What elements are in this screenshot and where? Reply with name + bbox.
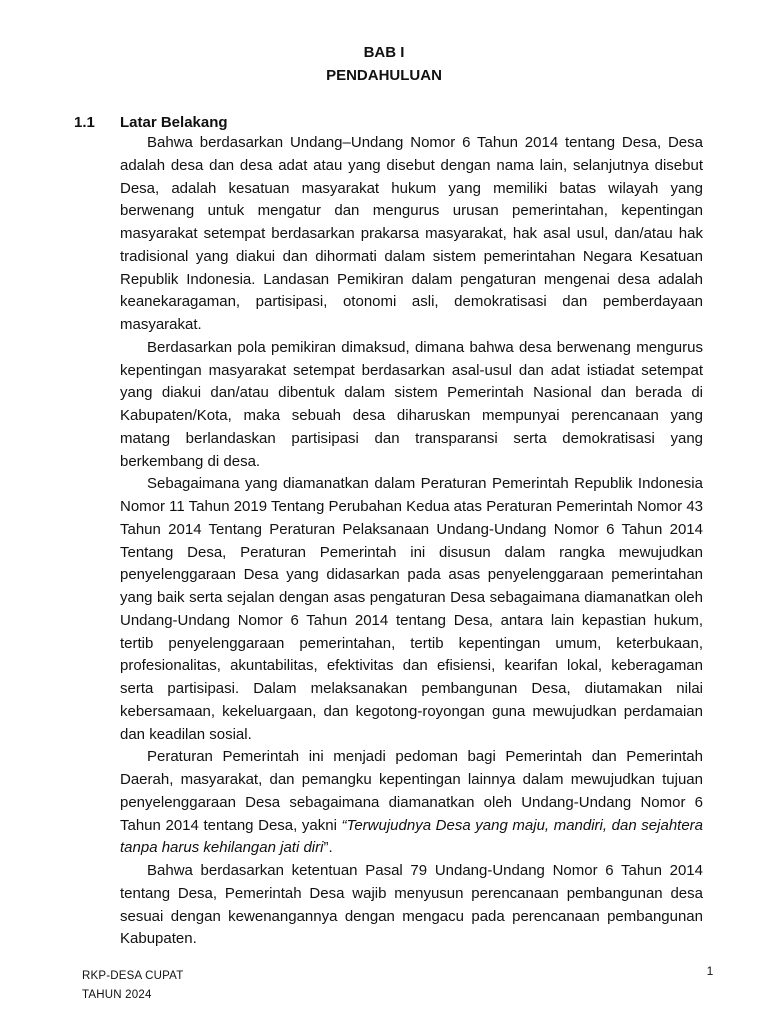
body-text — [120, 132, 703, 951]
section-title: Latar Belakang — [120, 114, 228, 131]
paragraph: Bahwa berdasarkan ketentuan Pasal 79 Undang-Undang Nomor 6 Tahun 2014 tentang Desa, Pemerintah Desa wajib menyusun perencanaan pembangunan desa sesuai dengan kewenangannya dengan mengacu pada perencanaan pembangunan Kabupaten. — [120, 862, 703, 948]
paragraph-text: Peraturan Pemerintah ini menjadi pedoman bagi Pemerintah dan Pemerintah Daerah, masyarakat, dan pemangku kepentingan lainnya dalam mewujudkan tujuan penyelenggaraan Desa sebagaimana diamanatkan oleh Undang-Undang Nomor 6 Tahun 2014 tentang Desa, yakni — [120, 748, 703, 834]
paragraph: Bahwa berdasarkan Undang–Undang Nomor 6 Tahun 2014 tentang Desa, Desa adalah desa dan desa adat atau yang disebut dengan nama lain, selanjutnya disebut Desa, adalah kesatuan masyarakat hukum yang memiliki batas wilayah yang berwenang untuk mengatur dan mengurus urusan pemerintahan, kepentingan masyarakat setempat berdasarkan prakarsa masyarakat, hak asal usul, dan/atau hak tradisional yang diakui dan dihormati dalam sistem pemerintahan Negara Kesatuan Republik Indonesia. Landasan Pemikiran dalam pengaturan mengenai desa adalah keanekaragaman, partisipasi, otonomi asli, demokratisasi dan pemberdayaan masyarakat. — [120, 134, 703, 333]
chapter-title: PENDAHULUAN — [326, 67, 442, 84]
section-number: 1.1 — [74, 114, 95, 131]
paragraph: Sebagaimana yang diamanatkan dalam Peraturan Pemerintah Republik Indonesia Nomor 11 Tahun 2019 Tentang Perubahan Kedua atas Peraturan Pemerintah Nomor 43 Tahun 2014 Tentang Peraturan Pelaksanaan Undang-Undang Nomor 6 Tahun 2014 Tentang Desa, Peraturan Pemerintah ini disusun dalam rangka mewujudkan penyelenggaraan Desa yang didasarkan pada asas penyelenggaraan pemerintahan yang baik serta sejalan dengan asas pengaturan Desa sebagaimana diamanatkan oleh Undang-Undang Nomor 6 Tahun 2014 tentang Desa, antara lain kepastian hukum, tertib penyelenggaraan pemerintahan, tertib kepentingan umum, keterbukaan, profesionalitas, akuntabilitas, efektivitas dan efisiensi, kearifan lokal, keberagaman serta partisipasi. Dalam melaksanakan pembangunan Desa, diutamakan nilai kebersamaan, kekeluargaan, dan kegotong-royongan guna mewujudkan perdamaian dan keadilan sosial. — [120, 475, 703, 743]
paragraph: Berdasarkan pola pemikiran dimaksud, dimana bahwa desa berwenang mengurus kepentingan masyarakat setempat berdasarkan asal-usul dan adat istiadat setempat yang diakui dan/atau dibentuk dalam sistem Pemerintah Nasional dan berada di Kabupaten/Kota, maka sebuah desa diharuskan mempunyai perencanaan yang matang berlandaskan partisipasi dan transparansi serta demokratisasi yang berkembang di desa. — [120, 338, 703, 470]
quoted-vision: “Terwujudnya Desa yang maju, mandiri, dan sejahtera tanpa harus kehilangan jati diri — [120, 816, 704, 857]
page-number: 1 — [706, 964, 714, 978]
chapter-number: BAB I — [363, 44, 405, 61]
footer — [82, 967, 183, 1005]
footer-year: TAHUN 2024 — [82, 989, 152, 1001]
paragraph-with-quote — [120, 746, 703, 860]
footer-document-name: RKP-DESA CUPAT — [82, 970, 184, 982]
quote-close: ”. — [323, 839, 333, 857]
